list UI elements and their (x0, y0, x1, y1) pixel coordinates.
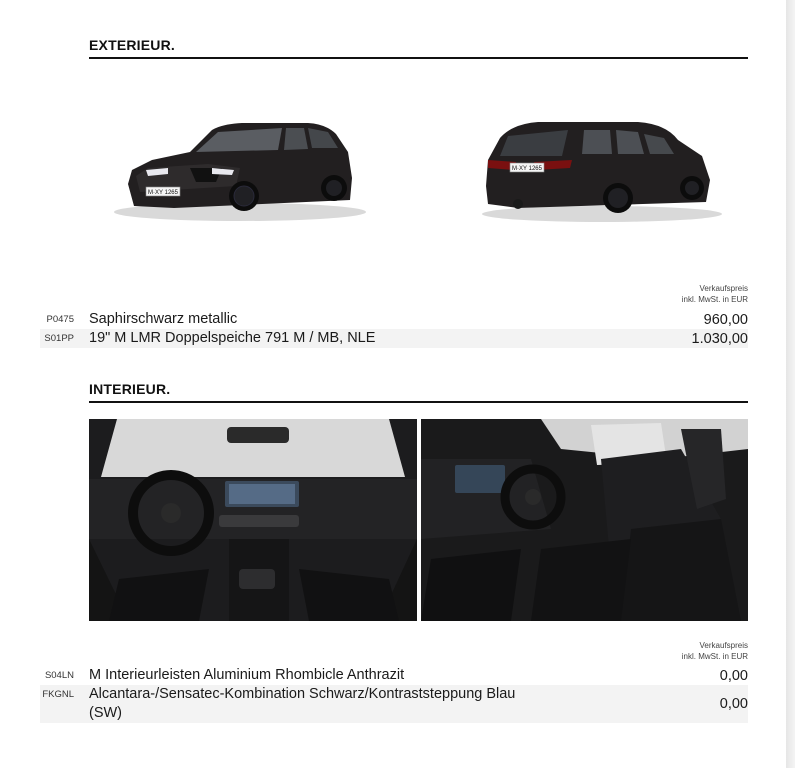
interior-seats-image (421, 419, 748, 621)
interior-price-header (682, 640, 748, 662)
option-code: P0475 (46, 314, 74, 325)
option-price: 0,00 (719, 696, 748, 712)
price-header-line1: Verkaufspreis (699, 641, 748, 650)
price-header-line2: inkl. MwSt. in EUR (681, 652, 748, 661)
exterior-section-title: EXTERIEUR. (89, 37, 176, 53)
exterior-option-row (40, 310, 748, 329)
option-code: FKGNL (42, 689, 74, 700)
option-description: Saphirschwarz metallic (89, 311, 238, 327)
interior-section-title: INTERIEUR. (89, 381, 171, 397)
car-front-view-image (112, 112, 368, 228)
option-code: S01PP (44, 333, 74, 344)
interior-option-row (40, 666, 748, 685)
option-price: 1.030,00 (691, 331, 748, 347)
option-description: Alcantara-/Sensatec-Kombination Schwarz/Kontraststeppung Blau (SW) (89, 686, 516, 721)
price-header-line1: Verkaufspreis (699, 284, 748, 293)
interior-dashboard-image (89, 419, 417, 621)
option-code: S04LN (44, 670, 74, 681)
option-price: 960,00 (703, 312, 748, 328)
page-edge-shadow (786, 0, 795, 768)
exterior-option-row (40, 329, 748, 348)
interior-title-rule (89, 401, 748, 403)
exterior-price-header (682, 283, 748, 305)
option-price: 0,00 (719, 668, 748, 684)
front-license-plate: M·XY 1265 (148, 190, 178, 196)
interior-option-row (40, 685, 748, 723)
rear-license-plate: M·XY 1265 (512, 166, 542, 172)
car-rear-view-image (478, 116, 726, 228)
price-header-line2: inkl. MwSt. in EUR (681, 295, 748, 304)
option-description: M Interieurleisten Aluminium Rhombicle Anthrazit (89, 667, 405, 683)
option-description: 19" M LMR Doppelspeiche 791 M / MB, NLE (89, 330, 376, 346)
exterior-title-rule (89, 57, 748, 59)
